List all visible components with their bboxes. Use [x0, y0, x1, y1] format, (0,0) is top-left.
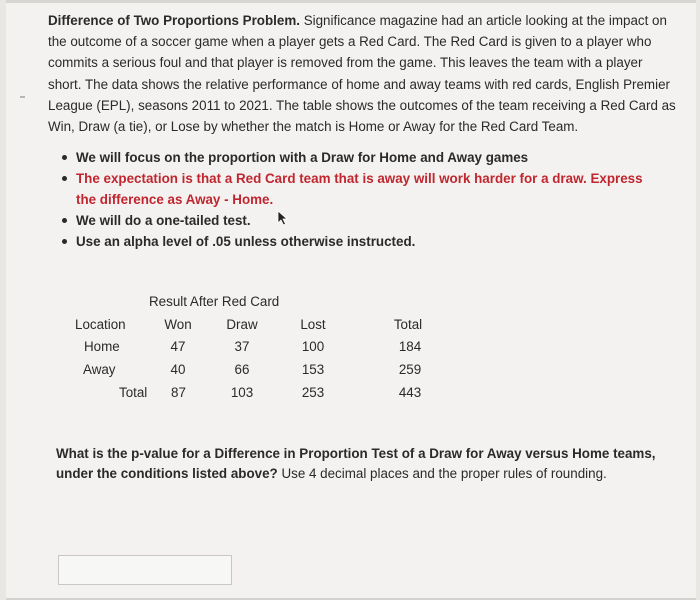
column-header-draw: Draw [226, 317, 258, 332]
question-instructions: Use 4 decimal places and the proper rules of rounding. [281, 465, 607, 481]
problem-body: Significance magazine had an article looking at the impact on the outcome of a soccer game when a player gets a Red Card. The Red Card is given to a player who commits a serious foul and that player is removed from the game. This leaves the team with a player short. The data shows the relative performance of home and away teams with red cards, English Premier League (EPL), seasons 2011 to 2021. The table shows the outcomes of the team receiving a Red Card as Win, Draw (a tie), or Lose by whether the match is Home or Away for the Red Card Team. [48, 13, 676, 135]
row-label-away: Away [83, 362, 116, 377]
column-header-lost: Lost [300, 317, 326, 332]
margin-mark [20, 96, 25, 98]
row-label-total: Total [119, 385, 148, 400]
cell-away-won: 40 [170, 362, 186, 377]
row-label-home: Home [84, 339, 120, 354]
top-divider [6, 0, 696, 3]
column-header-won: Won [164, 317, 192, 332]
question-main: What is the p-value for a Difference in Proportion Test of a Draw for Away versus Home teams, under the conditions listed above? [56, 446, 656, 481]
table-caption: Result After Red Card [149, 294, 280, 309]
problem-paragraph [48, 10, 676, 137]
cell-home-lost: 100 [301, 339, 325, 354]
cell-home-draw: 37 [234, 339, 250, 354]
cell-total-won: 87 [171, 385, 186, 400]
mouse-pointer-icon [277, 210, 291, 226]
cell-total-lost: 253 [301, 385, 325, 400]
cell-home-won: 47 [170, 339, 186, 354]
answer-input[interactable] [58, 555, 232, 585]
column-header-total: Total [393, 317, 423, 332]
cell-away-lost: 153 [301, 362, 325, 377]
instruction-list [62, 147, 662, 252]
problem-title: Difference of Two Proportions Problem. [48, 13, 300, 28]
question-page [6, 0, 696, 600]
cell-away-draw: 66 [234, 362, 250, 377]
bullet-one-tailed: We will do a one-tailed test. [62, 210, 662, 231]
cell-away-total: 259 [398, 362, 422, 377]
column-header-location: Location [75, 317, 126, 332]
cell-total-total: 443 [398, 385, 422, 400]
cell-total-draw: 103 [230, 385, 254, 400]
question-prompt [56, 444, 676, 483]
bullet-expectation: The expectation is that a Red Card team that is away will work harder for a draw. Express the difference as Away - Home. [62, 168, 662, 210]
bullet-alpha: Use an alpha level of .05 unless otherwise instructed. [62, 231, 662, 252]
cell-home-total: 184 [398, 339, 422, 354]
bullet-focus: We will focus on the proportion with a Draw for Home and Away games [62, 147, 662, 168]
